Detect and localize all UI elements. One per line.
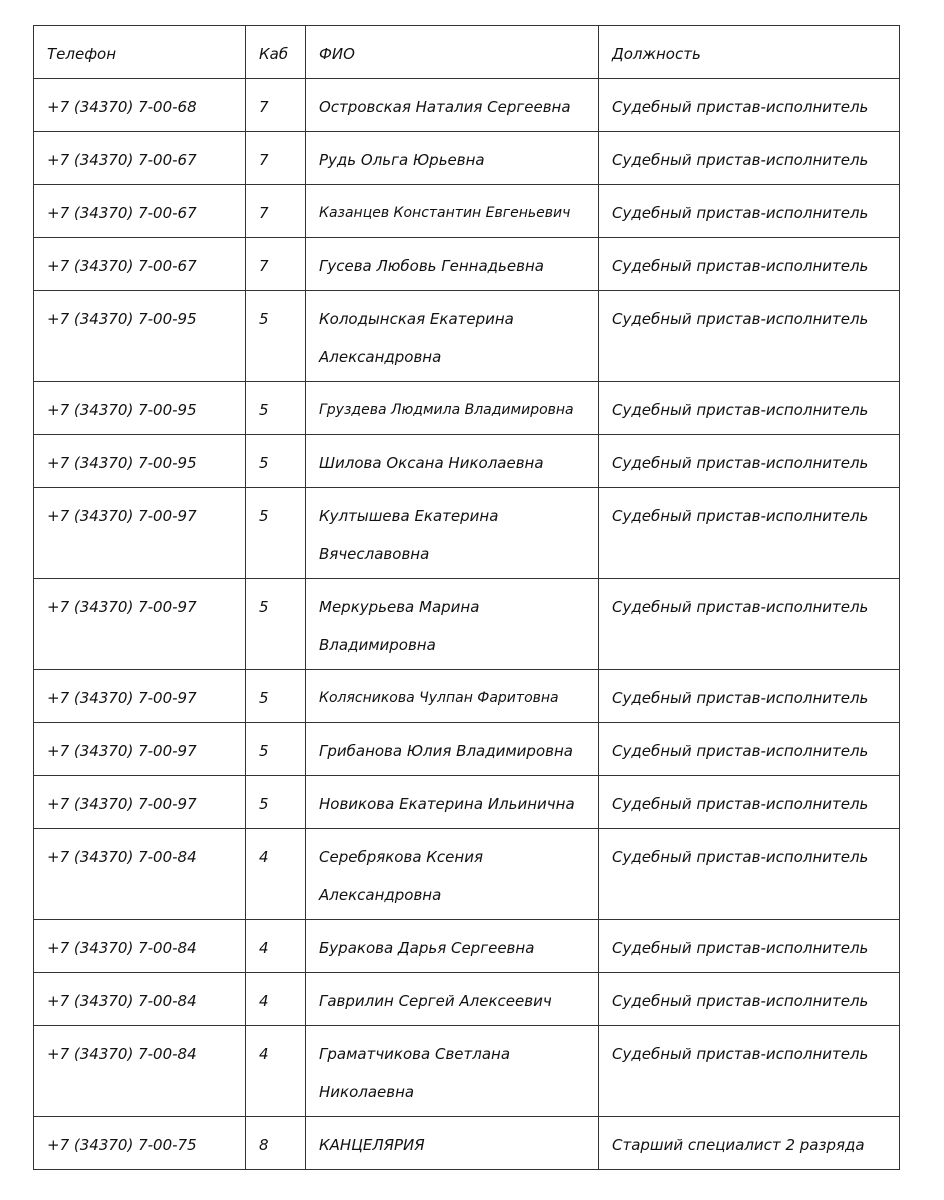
table-row <box>34 829 900 920</box>
cell-name: Колясникова Чулпан Фаритовна <box>306 670 599 723</box>
cell-phone: +7 (34370) 7-00-97 <box>34 776 246 829</box>
cell-position: Судебный пристав-исполнитель <box>599 238 900 291</box>
table-row <box>34 132 900 185</box>
cell-phone: +7 (34370) 7-00-95 <box>34 291 246 382</box>
cell-position: Судебный пристав-исполнитель <box>599 488 900 579</box>
cell-position: Судебный пристав-исполнитель <box>599 670 900 723</box>
cell-office: 7 <box>246 132 306 185</box>
table-row <box>34 488 900 579</box>
cell-office: 8 <box>246 1117 306 1170</box>
header-office: Каб <box>246 26 306 79</box>
cell-phone: +7 (34370) 7-00-67 <box>34 238 246 291</box>
cell-position: Судебный пристав-исполнитель <box>599 132 900 185</box>
cell-position: Судебный пристав-исполнитель <box>599 435 900 488</box>
cell-office: 5 <box>246 488 306 579</box>
cell-office: 4 <box>246 829 306 920</box>
table-row <box>34 723 900 776</box>
table-header-row <box>34 26 900 79</box>
cell-name: Гусева Любовь Геннадьевна <box>306 238 599 291</box>
cell-office: 7 <box>246 185 306 238</box>
cell-office: 4 <box>246 973 306 1026</box>
cell-position: Судебный пристав-исполнитель <box>599 829 900 920</box>
table-row <box>34 579 900 670</box>
cell-name: Меркурьева Марина Владимировна <box>306 579 599 670</box>
cell-phone: +7 (34370) 7-00-84 <box>34 920 246 973</box>
cell-name: Казанцев Константин Евгеньевич <box>306 185 599 238</box>
table-row <box>34 1026 900 1117</box>
table-row <box>34 776 900 829</box>
header-position: Должность <box>599 26 900 79</box>
cell-phone: +7 (34370) 7-00-84 <box>34 1026 246 1117</box>
cell-position: Судебный пристав-исполнитель <box>599 382 900 435</box>
cell-position: Судебный пристав-исполнитель <box>599 920 900 973</box>
cell-office: 5 <box>246 291 306 382</box>
cell-phone: +7 (34370) 7-00-97 <box>34 670 246 723</box>
cell-office: 5 <box>246 579 306 670</box>
cell-phone: +7 (34370) 7-00-84 <box>34 829 246 920</box>
cell-phone: +7 (34370) 7-00-95 <box>34 382 246 435</box>
cell-office: 7 <box>246 238 306 291</box>
cell-phone: +7 (34370) 7-00-97 <box>34 723 246 776</box>
table-row <box>34 1117 900 1170</box>
cell-office: 5 <box>246 723 306 776</box>
cell-office: 5 <box>246 382 306 435</box>
cell-name: Колодынская Екатерина Александровна <box>306 291 599 382</box>
staff-directory-table <box>33 25 900 1170</box>
cell-name: Новикова Екатерина Ильинична <box>306 776 599 829</box>
cell-phone: +7 (34370) 7-00-68 <box>34 79 246 132</box>
table-row <box>34 973 900 1026</box>
cell-office: 5 <box>246 435 306 488</box>
table-row <box>34 79 900 132</box>
cell-name: Граматчикова Светлана Николаевна <box>306 1026 599 1117</box>
cell-position: Судебный пристав-исполнитель <box>599 579 900 670</box>
cell-phone: +7 (34370) 7-00-75 <box>34 1117 246 1170</box>
cell-office: 5 <box>246 670 306 723</box>
cell-name: Култышева Екатерина Вячеславовна <box>306 488 599 579</box>
cell-phone: +7 (34370) 7-00-67 <box>34 132 246 185</box>
cell-office: 5 <box>246 776 306 829</box>
table-row <box>34 238 900 291</box>
cell-position: Судебный пристав-исполнитель <box>599 79 900 132</box>
cell-name: Шилова Оксана Николаевна <box>306 435 599 488</box>
cell-name: Серебрякова Ксения Александровна <box>306 829 599 920</box>
cell-name: Буракова Дарья Сергеевна <box>306 920 599 973</box>
table-row <box>34 670 900 723</box>
cell-position: Судебный пристав-исполнитель <box>599 723 900 776</box>
cell-position: Судебный пристав-исполнитель <box>599 185 900 238</box>
cell-position: Судебный пристав-исполнитель <box>599 291 900 382</box>
cell-position: Судебный пристав-исполнитель <box>599 973 900 1026</box>
header-phone: Телефон <box>34 26 246 79</box>
cell-office: 7 <box>246 79 306 132</box>
cell-position: Судебный пристав-исполнитель <box>599 776 900 829</box>
table-row <box>34 185 900 238</box>
cell-name: Островская Наталия Сергеевна <box>306 79 599 132</box>
cell-position: Старший специалист 2 разряда <box>599 1117 900 1170</box>
cell-position: Судебный пристав-исполнитель <box>599 1026 900 1117</box>
cell-name: Гаврилин Сергей Алексеевич <box>306 973 599 1026</box>
table-row <box>34 920 900 973</box>
table-row <box>34 435 900 488</box>
cell-name: КАНЦЕЛЯРИЯ <box>306 1117 599 1170</box>
header-name: ФИО <box>306 26 599 79</box>
cell-phone: +7 (34370) 7-00-97 <box>34 579 246 670</box>
cell-phone: +7 (34370) 7-00-67 <box>34 185 246 238</box>
cell-name: Грибанова Юлия Владимировна <box>306 723 599 776</box>
cell-office: 4 <box>246 920 306 973</box>
cell-name: Рудь Ольга Юрьевна <box>306 132 599 185</box>
table-row <box>34 382 900 435</box>
cell-office: 4 <box>246 1026 306 1117</box>
cell-name: Груздева Людмила Владимировна <box>306 382 599 435</box>
cell-phone: +7 (34370) 7-00-97 <box>34 488 246 579</box>
table-row <box>34 291 900 382</box>
cell-phone: +7 (34370) 7-00-95 <box>34 435 246 488</box>
cell-phone: +7 (34370) 7-00-84 <box>34 973 246 1026</box>
